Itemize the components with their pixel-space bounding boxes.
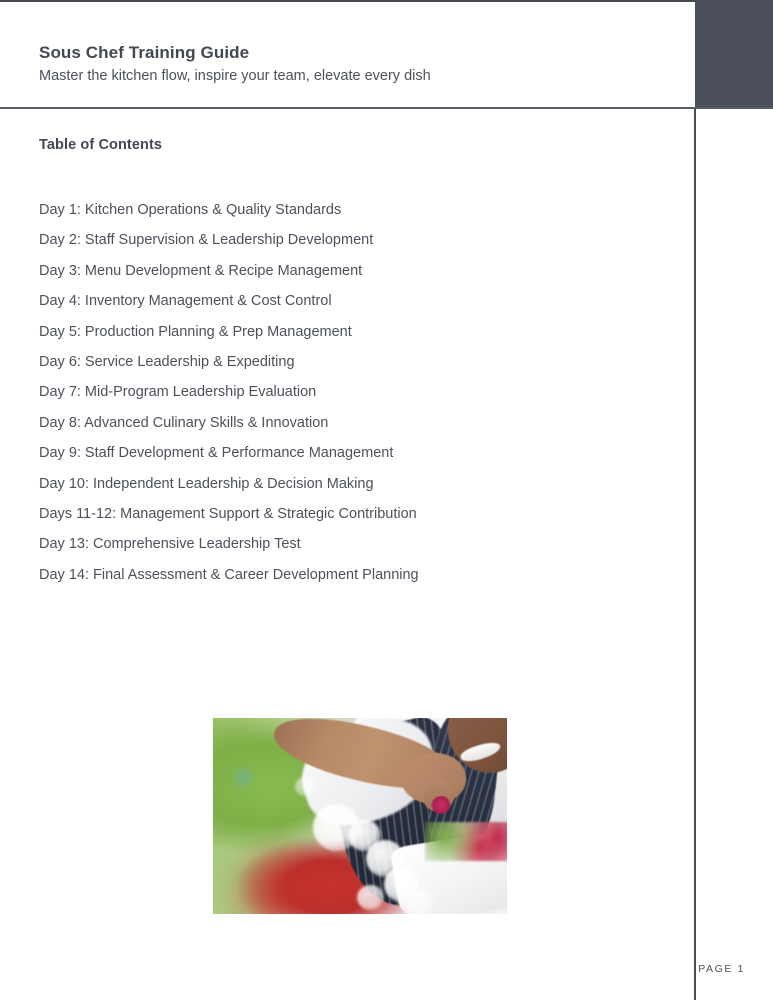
- list-item[interactable]: Day 7: Mid-Program Leadership Evaluation: [39, 384, 317, 401]
- list-item[interactable]: Day 10: Independent Leadership & Decision Making: [39, 475, 374, 492]
- table-of-contents-heading: Table of Contents: [39, 137, 163, 153]
- photo-bokeh-highlight: [407, 890, 433, 914]
- page-subtitle: Master the kitchen flow, inspire your team, elevate every dish: [39, 68, 431, 84]
- list-item[interactable]: Day 14: Final Assessment & Career Development Planning: [39, 566, 419, 583]
- page-header: [0, 0, 695, 108]
- list-item[interactable]: Day 9: Staff Development & Performance Management: [39, 445, 394, 462]
- chef-photo: [213, 718, 507, 914]
- photo-garnish-sprinkle: [431, 796, 452, 814]
- list-item[interactable]: Days 11-12: Management Support & Strategic Contribution: [39, 505, 417, 522]
- photo-bokeh-highlight: [295, 777, 316, 797]
- page-content: [0, 109, 694, 1000]
- list-item[interactable]: Day 6: Service Leadership & Expediting: [39, 353, 295, 370]
- list-item[interactable]: Day 5: Production Planning & Prep Management: [39, 323, 352, 340]
- list-item[interactable]: Day 1: Kitchen Operations & Quality Standards: [39, 202, 342, 218]
- photo-bokeh-highlight: [357, 885, 383, 910]
- list-item[interactable]: Day 8: Advanced Culinary Skills & Innovation: [39, 414, 329, 431]
- list-item[interactable]: Day 4: Inventory Management & Cost Control: [39, 293, 332, 310]
- photo-plated-dish: [425, 822, 507, 861]
- list-item[interactable]: Day 3: Menu Development & Recipe Management: [39, 262, 363, 279]
- right-margin-rule: [694, 109, 696, 1000]
- list-item[interactable]: Day 13: Comprehensive Leadership Test: [39, 536, 301, 553]
- header-accent-block: [695, 0, 773, 108]
- table-of-contents-list: [39, 195, 639, 590]
- page-number: PAGE 1: [698, 963, 745, 975]
- page-title: Sous Chef Training Guide: [39, 43, 250, 62]
- list-item[interactable]: Day 2: Staff Supervision & Leadership Development: [39, 232, 374, 249]
- chef-photo-canvas: [213, 718, 507, 914]
